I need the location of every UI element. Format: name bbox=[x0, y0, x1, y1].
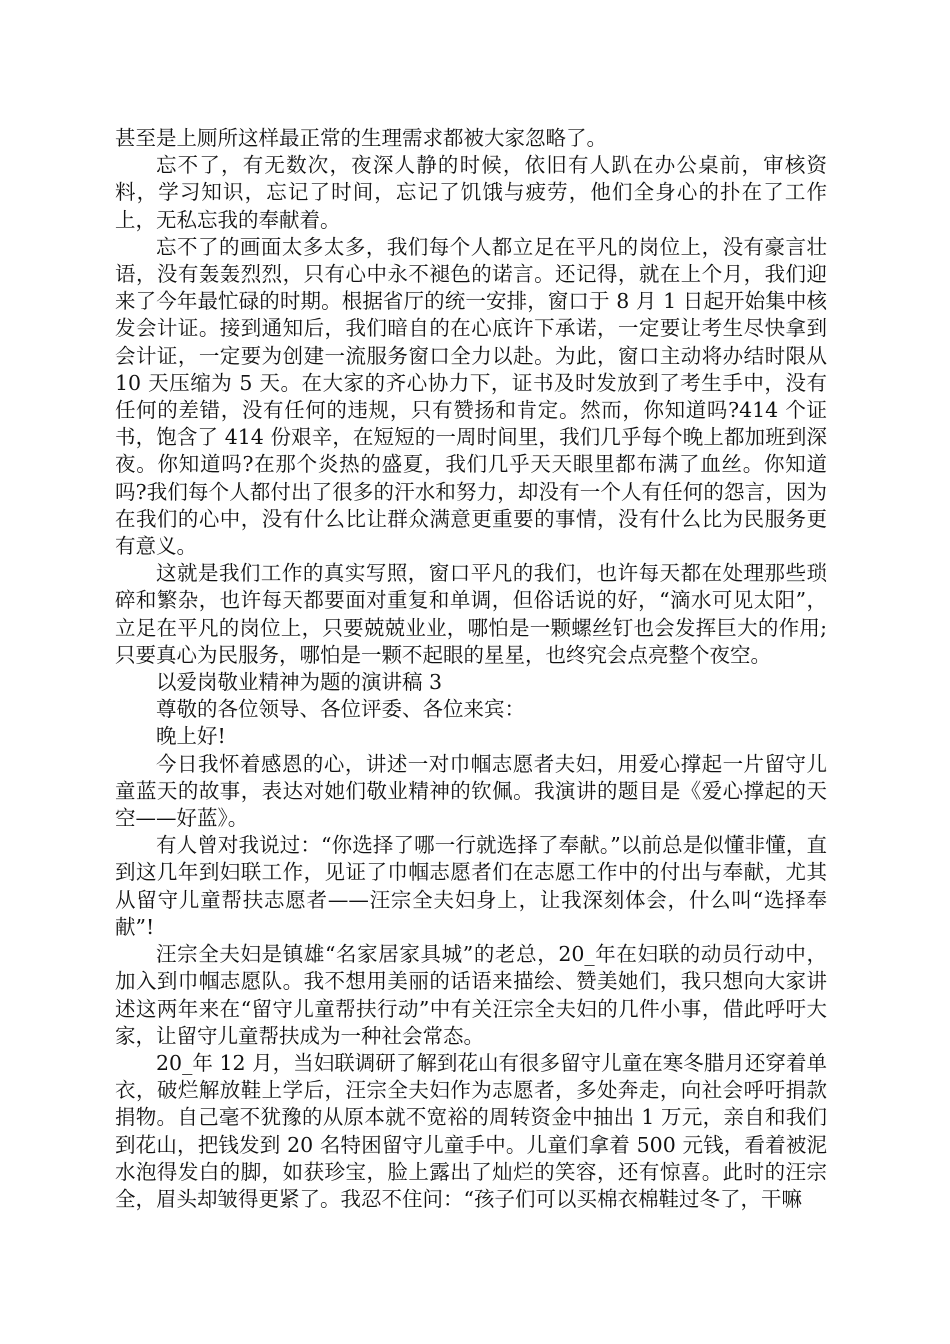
paragraph: 这就是我们工作的真实写照，窗口平凡的我们，也许每天都在处理那些琐碎和繁杂，也许每天都要面对重复和单调，但俗话说的好，“滴水可见太阳”，立足在平凡的岗位上，只要兢兢业业，哪怕是一颗螺丝钉也会发挥巨大的作用;只要真心为民服务，哪怕是一颗不起眼的星星，也终究会点亮整个夜空。 bbox=[115, 561, 827, 667]
paragraph: 忘不了的画面太多太多，我们每个人都立足在平凡的岗位上，没有豪言壮语，没有轰轰烈烈，只有心中永不褪色的诺言。还记得，就在上个月，我们迎来了今年最忙碌的时期。根据省厅的统一安排，窗口于 8 月 1 日起开始集中核发会计证。接到通知后，我们暗自的在心底许下承诺，一定要让考生尽快拿到会计证，一定要为创建一流服务窗口全力以赴。为此，窗口主动将办结时限从 10 天压缩为 5 天。在大家的齐心协力下，证书及时发放到了考生手中，没有任何的差错，没有任何的违规，只有赞扬和肯定。然而，你知道吗?414 个证书，饱含了 414 份艰辛，在短短的一周时间里，我们几乎每个晚上都加班到深夜。你知道吗?在那个炎热的盛夏，我们几乎天天眼里都布满了血丝。你知道吗?我们每个人都付出了很多的汗水和努力，却没有一个人有任何的怨言，因为在我们的心中，没有什么比让群众满意更重要的事情，没有什么比为民服务更有意义。 bbox=[115, 234, 827, 559]
salutation: 尊敬的各位领导、各位评委、各位来宾： bbox=[156, 697, 525, 722]
paragraph: 汪宗全夫妇是镇雄“名家居家具城”的老总，20_年在妇联的动员行动中，加入到巾帼志愿队。我不想用美丽的话语来描绘、赞美她们，我只想向大家讲述这两年来在“留守儿童帮扶行动”中有关汪宗全夫妇的几件小事，借此呼吁大家，让留守儿童帮扶成为一种社会常态。 bbox=[115, 942, 827, 1048]
greeting: 晚上好! bbox=[156, 724, 226, 749]
paragraph: 甚至是上厕所这样最正常的生理需求都被大家忽略了。 bbox=[115, 126, 607, 150]
paragraph: 有人曾对我说过：“你选择了哪一行就选择了奉献。”以前总是似懂非懂，直到这几年到妇联工作，见证了巾帼志愿者们在志愿工作中的付出与奉献，尤其从留守儿童帮扶志愿者——汪宗全夫妇身上，让我深刻体会，什么叫“选择奉献”! bbox=[115, 833, 827, 939]
paragraph: 今日我怀着感恩的心，讲述一对巾帼志愿者夫妇，用爱心撑起一片留守儿童蓝天的故事，表达对她们敬业精神的钦佩。我演讲的题目是《爱心撑起的天空——好蓝》。 bbox=[115, 751, 827, 831]
section-title: 以爱岗敬业精神为题的演讲稿 3 bbox=[156, 670, 443, 695]
document-body bbox=[115, 125, 827, 1213]
paragraph: 20_年 12 月，当妇联调研了解到花山有很多留守儿童在寒冬腊月还穿着单衣，破烂解放鞋上学后，汪宗全夫妇作为志愿者，多处奔走，向社会呼吁捐款捐物。自己毫不犹豫的从原本就不宽裕的周转资金中抽出 1 万元，亲自和我们到花山，把钱发到 20 名特困留守儿童手中。儿童们拿着 500 元钱，看着被泥水泡得发白的脚，如获珍宝，脸上露出了灿烂的笑容，还有惊喜。此时的汪宗全，眉头却皱得更紧了。我忍不住问：“孩子们可以买棉衣棉鞋过冬了，干嘛 bbox=[115, 1050, 827, 1211]
paragraph: 忘不了，有无数次，夜深人静的时候，依旧有人趴在办公桌前，审核资料，学习知识，忘记了时间，忘记了饥饿与疲劳，他们全身心的扑在了工作上，无私忘我的奉献着。 bbox=[115, 153, 827, 232]
